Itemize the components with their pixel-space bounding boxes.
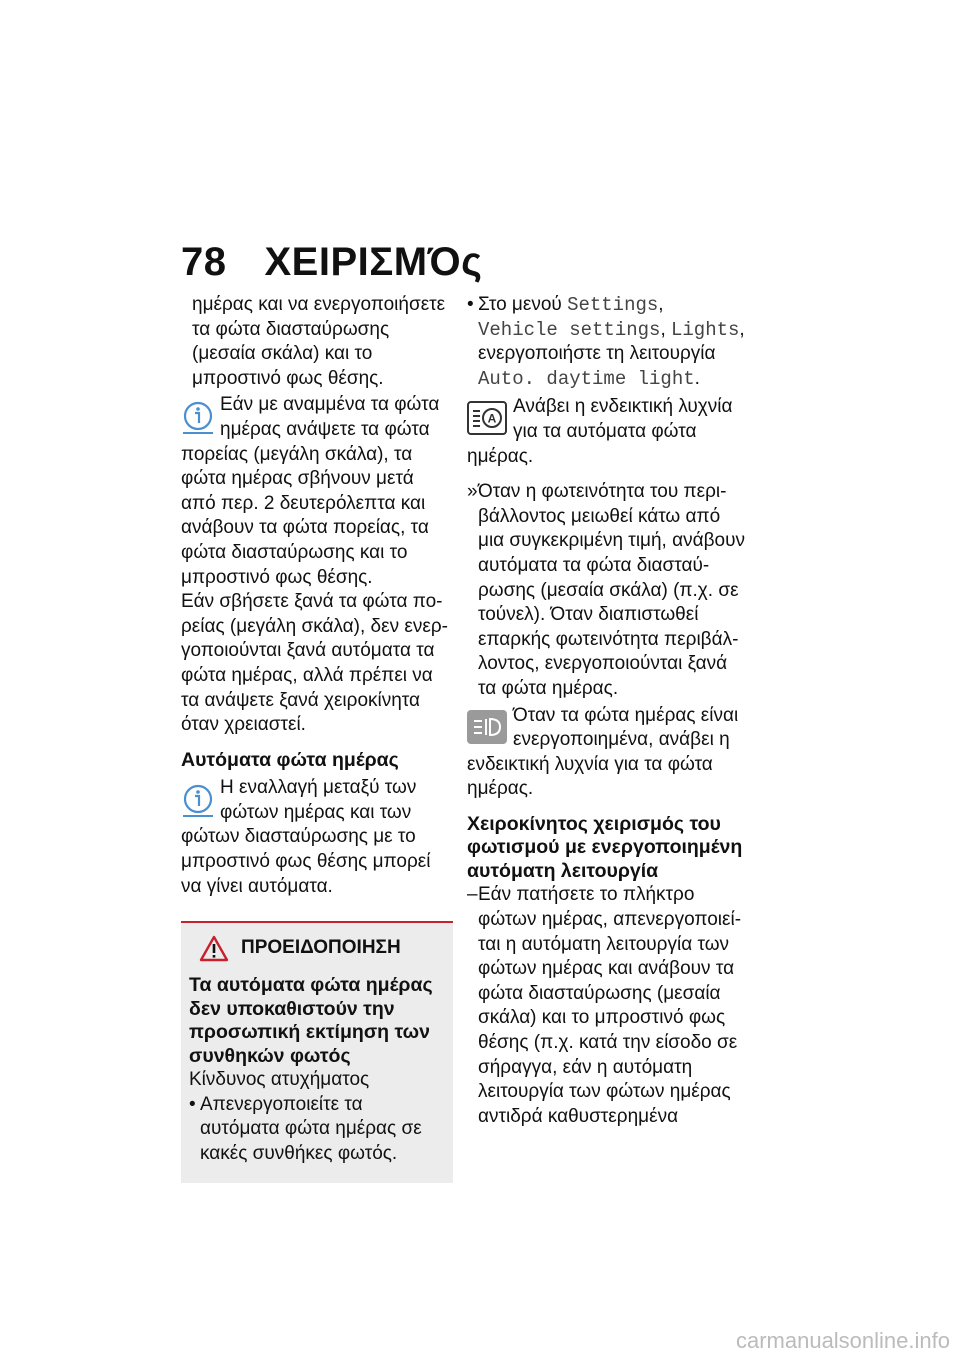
page-number: 78 xyxy=(181,240,227,284)
daylight-indicator-note xyxy=(467,704,747,802)
menu-auto-daytime-light: Auto. daytime light xyxy=(478,367,695,390)
note-1-text: Εάν με αναμμένα τα φώτα ημέρας ανάψετε τα φώτα πορείας (μεγάλη σκάλα), τα φώτα ημέρας σβήνουν μετά από περ. 2 δευτερόλεπτα και ανάβουν τα φώτα πορείας, τα φώτα διασταύρωσης και το μπροστινό φως θέσης. xyxy=(181,394,440,588)
heading-manual-operation: Χειροκίνητος χειρισμός του φωτισμού με ενεργοποιημένη αυτόματη λειτουργία xyxy=(467,812,743,882)
note-2-text: Η εναλλαγή μεταξύ των φώτων ημέρας και των φώτων διασταύρωσης με το μπροστινό φως θέσης μπορεί να γίνει αυτόματα. xyxy=(181,777,431,897)
menu-settings: Settings xyxy=(567,294,659,316)
daylight-indicator-text: Όταν τα φώτα ημέρας είναι ενεργοποιημένα, ανάβει η ενδεικτική λυχνία για τα φώτα ημέρας. xyxy=(467,704,739,800)
result-text: Όταν η φωτεινότητα του περιβάλλοντος μειωθεί κάτω από μια συγκεκριμένη τιμή, ανάβουν αυτόματα τα φώτα διασταύρωσης (μεσαία σκάλα) (π.χ. σε τούνελ). Όταν διαπιστωθεί επαρκής φωτεινότητα περιβάλλοντος, ενεργοποιούνται ξανά τα φώτα ημέρας. xyxy=(478,481,745,699)
warning-title xyxy=(199,935,443,962)
warning-bullet xyxy=(189,1093,443,1167)
menu-prefix: Στο μενού xyxy=(478,294,568,315)
dash-marker: – xyxy=(467,884,478,906)
daylight-lamp-icon xyxy=(472,716,502,738)
note-1-continued: Εάν σβήσετε ξανά τα φώτα πορείας (μεγάλη σκάλα), δεν ενεργοποιούνται ξανά αυτόματα τα φώτα ημέρας, αλλά πρέπει να τα ανάψετε ξανά χειροκίνητα όταν χρειαστεί. xyxy=(181,591,448,736)
warning-box xyxy=(181,921,453,1182)
manual-text: Εάν πατήσετε το πλήκτρο φώτων ημέρας, απενεργοποιείται η αυτόματη λειτουργία των φώτων ημέρας και ανάβουν τα φώτα διασταύρωσης (μεσαία σκάλα) και το μπροστινό φως θέσης (π.χ. κατά την είσοδο σε σήραγγα, εάν η αυτόματη λειτουργία των φώτων ημέρας αντιδρά καθυστερημένα xyxy=(478,884,742,1127)
warning-bullet-text: Απενεργοποιείτε τα αυτόματα φώτα ημέρας σε κακές συνθήκες φωτός. xyxy=(200,1093,422,1164)
result-marker: » xyxy=(467,481,478,503)
auto-letter: A xyxy=(487,411,497,426)
period: . xyxy=(694,367,700,389)
info-note-1 xyxy=(181,393,453,737)
page-header xyxy=(181,240,482,285)
auto-indicator-text: Ανάβει η ενδεικτική λυχνία για τα αυτόματα φώτα ημέρας. xyxy=(467,396,733,467)
bullet-marker: • xyxy=(467,294,474,315)
page-title: ΧΕΙΡΙΣΜΌς xyxy=(264,240,483,284)
menu-instruction-text xyxy=(478,293,747,391)
comma: , xyxy=(658,294,664,315)
info-icon xyxy=(181,399,214,435)
bullet-marker: • xyxy=(189,1093,196,1115)
right-column xyxy=(467,293,747,1129)
heading-auto-daylights: Αυτόματα φώτα ημέρας xyxy=(181,748,399,771)
watermark: carmanualsonline.info xyxy=(735,1328,950,1353)
menu-instruction xyxy=(467,293,747,391)
warning-triangle-icon xyxy=(199,935,229,962)
result-step xyxy=(467,480,747,701)
info-icon xyxy=(181,782,214,818)
daylight-indicator-icon xyxy=(467,710,507,744)
warning-risk: Κίνδυνος ατυχήματος xyxy=(189,1069,370,1091)
left-column xyxy=(181,293,453,1183)
lamp-auto-icon xyxy=(471,406,503,430)
warning-label: ΠΡΟΕΙΔΟΠΟΙΗΣΗ xyxy=(241,937,401,959)
menu-vehicle-settings: Vehicle settings xyxy=(478,318,661,341)
manual-step xyxy=(467,883,747,1129)
intro-paragraph: ημέρας και να ενεργοποιήσετε τα φώτα διασταύρωσης (μεσαία σκάλα) και το μπροστινό φως θέσης. xyxy=(192,294,446,389)
auto-indicator-note xyxy=(467,395,747,469)
comma: , xyxy=(660,318,666,340)
menu-mid: , ενεργοποιήστε τη λειτουργία xyxy=(478,318,745,365)
info-note-2 xyxy=(181,776,453,899)
warning-heading: Τα αυτόματα φώτα ημέρας δεν υποκαθιστούν την προσωπική εκτίμηση των συνθηκών φωτός xyxy=(189,974,433,1067)
auto-daylight-indicator-icon xyxy=(467,401,507,435)
menu-lights: Lights xyxy=(671,318,740,341)
